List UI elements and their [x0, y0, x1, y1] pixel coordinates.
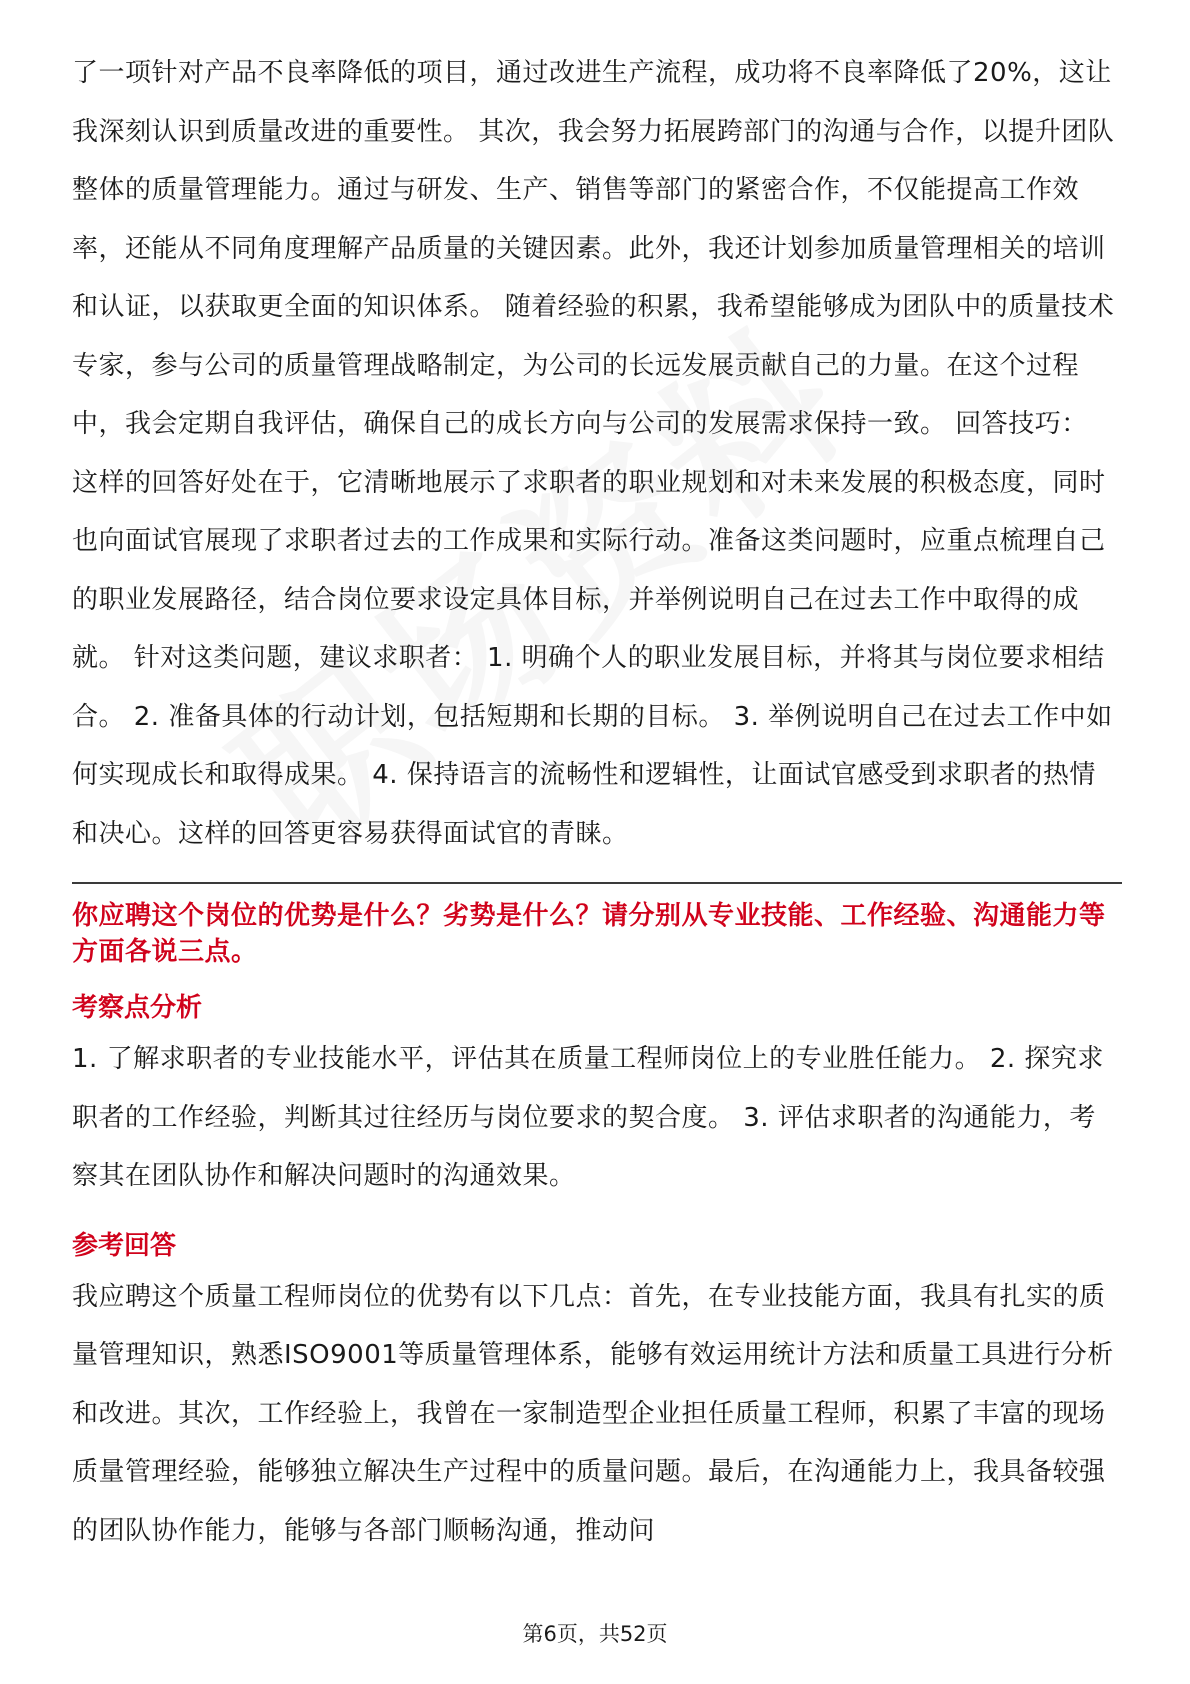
intro-paragraph: 了一项针对产品不良率降低的项目，通过改进生产流程，成功将不良率降低了20%，这让我深刻认识到质量改进的重要性。 其次，我会努力拓展跨部门的沟通与合作，以提升团队整体的质量管理能力。通过与研发、生产、销售等部门的紧密合作，不仅能提高工作效率，还能从不同角度理解产品质量的关键因素。此外，我还计划参加质量管理相关的培训和认证，以获取更全面的知识体系。 随着经验的积累，我希望能够成为团队中的质量技术专家，参与公司的质量管理战略制定，为公司的长远发展贡献自己的力量。在这个过程中，我会定期自我评估，确保自己的成长方向与公司的发展需求保持一致。 回答技巧： 这样的回答好处在于，它清晰地展示了求职者的职业规划和对未来发展的积极态度，同时也向面试官展现了求职者过去的工作成果和实际行动。准备这类问题时，应重点梳理自己的职业发展路径，结合岗位要求设定具体目标，并举例说明自己在过去工作中取得的成就。 针对这类问题，建议求职者： 1. 明确个人的职业发展目标，并将其与岗位要求相结合。 2. 准备具体的行动计划，包括短期和长期的目标。 3. 举例说明自己在过去工作中如何实现成长和取得成果。 4. 保持语言的流畅性和逻辑性，让面试官感受到求职者的热情和决心。这样的回答更容易获得面试官的青睐。	[72, 58, 1115, 849]
page-number: 第6页，共52页	[522, 1622, 668, 1646]
answer-title: 参考回答	[72, 1230, 177, 1261]
document-page	[72, 44, 1122, 1560]
answer-paragraph: 我应聘这个质量工程师岗位的优势有以下几点：首先，在专业技能方面，我具有扎实的质量管理知识，熟悉ISO9001等质量管理体系，能够有效运用统计方法和质量工具进行分析和改进。其次，工作经验上，我曾在一家制造型企业担任质量工程师，积累了丰富的现场质量管理经验，能够独立解决生产过程中的质量问题。最后，在沟通能力上，我具备较强的团队协作能力，能够与各部门顺畅沟通，推动问	[72, 1281, 1114, 1546]
question-heading: 你应聘这个岗位的优势是什么？劣势是什么？请分别从专业技能、工作经验、沟通能力等方面各说三点。	[72, 901, 1106, 967]
section-divider	[72, 882, 1122, 884]
analysis-title: 考察点分析	[72, 993, 203, 1023]
analysis-paragraph: 1. 了解求职者的专业技能水平，评估其在质量工程师岗位上的专业胜任能力。 2. 探究求职者的工作经验，判断其过往经历与岗位要求的契合度。 3. 评估求职者的沟通能力，考察其在团队协作和解决问题时的沟通效果。	[72, 1044, 1104, 1191]
